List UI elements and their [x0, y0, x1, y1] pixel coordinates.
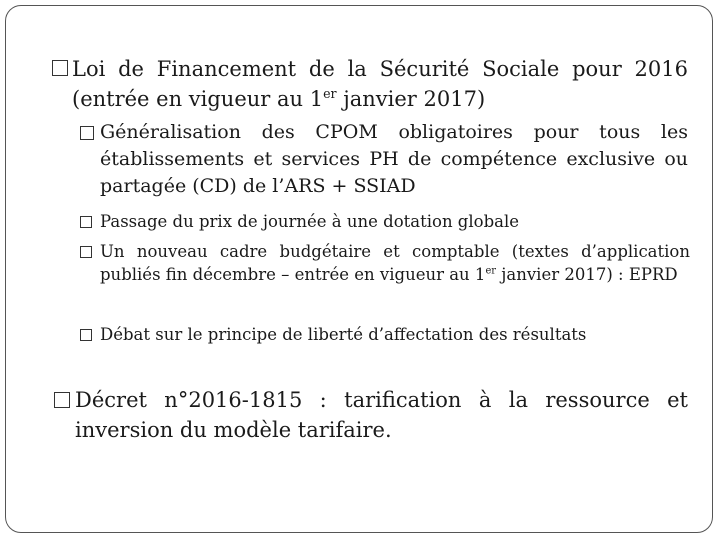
- bullet-decret: [75, 385, 688, 445]
- superscript: er: [485, 265, 497, 277]
- bullet-box-icon: [80, 216, 92, 228]
- bullet-box-icon: [52, 60, 68, 76]
- sub-bullet-cpom: [100, 119, 688, 200]
- text-part: janvier 2017): [336, 87, 486, 111]
- bullet-text: Passage du prix de journée à une dotation globale: [100, 212, 520, 231]
- sub-bullet-dotation: [100, 210, 690, 233]
- bullet-text: Décret n°2016-1815 : tarification à la ressource et inversion du modèle tarifaire.: [75, 388, 688, 442]
- bullet-text: Généralisation des CPOM obligatoires pour tous les établissements et services PH de compétence exclusive ou partagée (CD) de l’ARS + SSIAD: [100, 121, 688, 197]
- bullet-box-icon: [80, 329, 92, 341]
- bullet-box-icon: [54, 392, 70, 408]
- sub-bullet-eprd: [100, 240, 690, 286]
- bullet-text: Débat sur le principe de liberté d’affectation des résultats: [100, 325, 587, 344]
- bullet-text: [100, 240, 690, 286]
- bullet-lfss-2016: [72, 54, 688, 114]
- bullet-text: [72, 54, 688, 114]
- text-part: janvier 2017) : EPRD: [496, 265, 678, 284]
- superscript: er: [323, 85, 337, 101]
- text-part: Un nouveau cadre budgétaire et comptable (textes d’application publiés fin décembre – entrée en vigueur au 1: [100, 242, 690, 284]
- bullet-box-icon: [80, 126, 94, 140]
- sub-bullet-affectation: [100, 323, 690, 346]
- text-part: Loi de Financement de la Sécurité Sociale pour 2016 (entrée en vigueur au 1: [72, 57, 688, 111]
- bullet-box-icon: [80, 246, 92, 258]
